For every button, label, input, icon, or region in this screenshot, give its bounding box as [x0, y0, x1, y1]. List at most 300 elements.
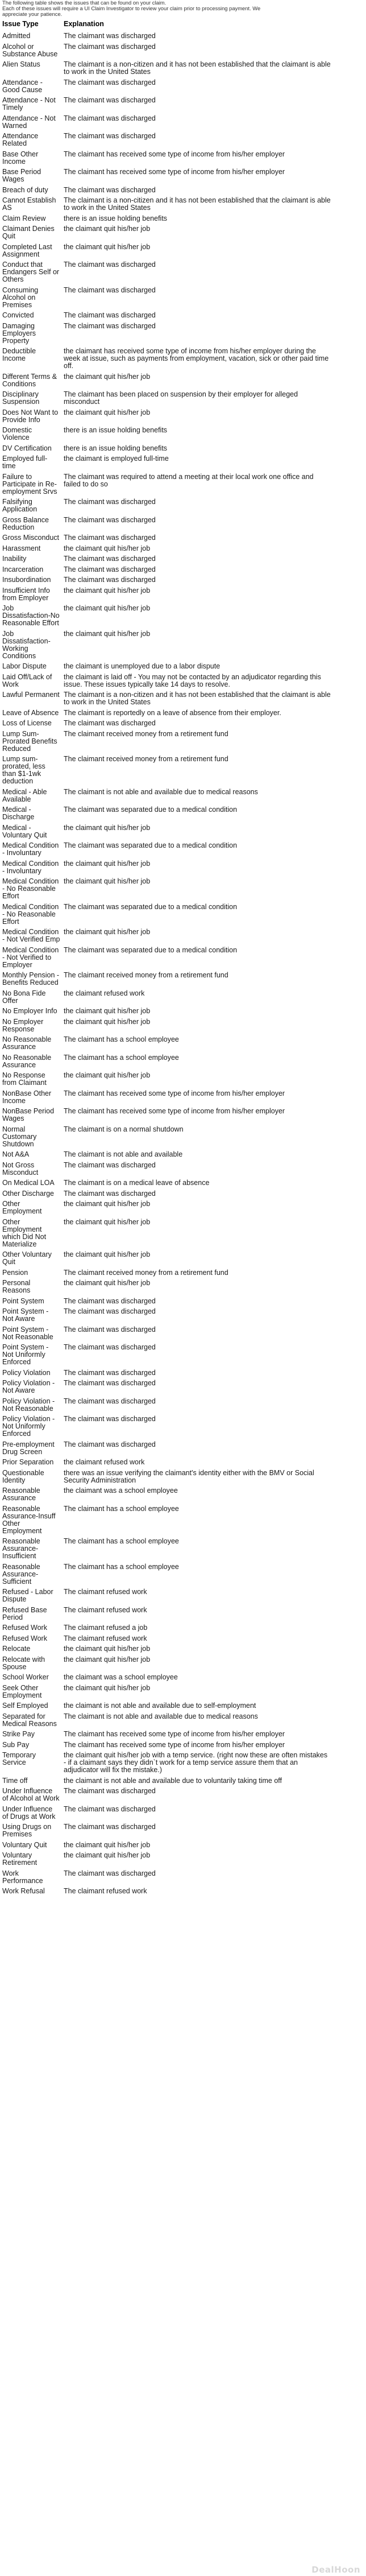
- explanation-cell: The claimant is a non-citizen and it has not been established that the claimant is able to work in the United States: [64, 196, 331, 212]
- table-row: [2, 1268, 364, 1279]
- issue-type-cell: Other Voluntary Quit: [2, 1250, 52, 1266]
- table-row: [2, 1740, 364, 1751]
- explanation-cell: the claimant quit his/her job: [64, 544, 151, 552]
- intro-line-3: appreciate your patience.: [2, 11, 63, 17]
- issue-type-cell: Policy Violation - Not Reasonable: [2, 1397, 55, 1413]
- explanation-cell: The claimant was required to attend a meeting at their local work one office and failed to do so: [64, 472, 314, 488]
- explanation-cell: the claimant is not able and available due to voluntarily taking time off: [64, 1776, 282, 1785]
- table-row: [2, 1150, 364, 1161]
- issue-type-cell: Policy Violation - Not Uniformly Enforced: [2, 1415, 55, 1438]
- table-row: [2, 1125, 364, 1150]
- explanation-cell: The claimant was separated due to a medical condition: [64, 806, 238, 814]
- issue-type-cell: No Reasonable Assurance: [2, 1053, 52, 1069]
- explanation-cell: The claimant has a school employee: [64, 1562, 179, 1571]
- issue-type-cell: Lump Sum-Prorated Benefits Reduced: [2, 729, 57, 753]
- table-row: [2, 1701, 364, 1712]
- issue-type-cell: Convicted: [2, 311, 34, 319]
- issue-type-cell: Gross Balance Reduction: [2, 515, 49, 531]
- table-row: [2, 1017, 364, 1035]
- table-row: [2, 859, 364, 877]
- issue-type-cell: Lawful Permanent: [2, 691, 60, 699]
- explanation-cell: The claimant has been placed on suspension by their employer for alleged misconduct: [64, 390, 298, 406]
- table-row: [2, 1378, 364, 1397]
- issue-type-cell: No Employer Response: [2, 1017, 44, 1033]
- issue-type-cell: Separated for Medical Reasons: [2, 1712, 57, 1728]
- issue-type-cell: Domestic Violence: [2, 426, 32, 441]
- table-row: [2, 1504, 364, 1537]
- table-row: [2, 1189, 364, 1200]
- table-row: [2, 96, 364, 114]
- explanation-cell: The claimant was discharged: [64, 1397, 156, 1405]
- issue-type-cell: Admitted: [2, 32, 31, 40]
- table-row: [2, 167, 364, 185]
- table-row: [2, 515, 364, 534]
- table-row: [2, 444, 364, 455]
- table-row: [2, 946, 364, 971]
- table-row: [2, 31, 364, 42]
- explanation-cell: the claimant quit his/her job: [64, 859, 151, 868]
- issue-type-cell: Medical - Able Available: [2, 787, 47, 803]
- issue-type-cell: Medical Condition - Involuntary: [2, 841, 59, 857]
- explanation-cell: the claimant has received some type of income from his/her employer during the week at issue, such as payments from employment, vacation, sick or other paid time off.: [64, 347, 329, 370]
- table-row: [2, 902, 364, 928]
- explanation-cell: The claimant is on a medical leave of absence: [64, 1179, 210, 1187]
- table-row: [2, 841, 364, 859]
- intro-text: [2, 0, 364, 17]
- table-row: [2, 131, 364, 150]
- issue-type-cell: Medical Condition - No Reasonable Effort: [2, 877, 59, 900]
- issue-type-cell: Other Employment which Did Not Materialize: [2, 1217, 47, 1248]
- table-row: [2, 971, 364, 989]
- issue-type-cell: Self Employed: [2, 1702, 48, 1710]
- issue-type-cell: Relocate: [2, 1645, 31, 1653]
- explanation-cell: The claimant was separated due to a medical condition: [64, 902, 238, 911]
- issue-type-cell: No Bona Fide Offer: [2, 989, 46, 1005]
- explanation-cell: The claimant was discharged: [64, 261, 156, 269]
- explanation-cell: the claimant quit his/her job: [64, 823, 151, 832]
- issue-type-cell: Questionable Identity: [2, 1468, 44, 1484]
- issue-type-cell: Lump sum-prorated, less than $1-1wk deduction: [2, 755, 45, 785]
- explanation-cell: the claimant quit his/her job: [64, 928, 151, 936]
- table-row: [2, 1537, 364, 1562]
- issue-type-cell: Seek Other Employment: [2, 1683, 42, 1699]
- explanation-cell: The claimant has received some type of income from his/her employer: [64, 1089, 285, 1097]
- issue-type-cell: Work Refusal: [2, 1887, 45, 1895]
- explanation-cell: the claimant quit his/her job: [64, 877, 151, 885]
- issue-type-cell: Normal Customary Shutdown: [2, 1125, 37, 1148]
- issue-type-cell: Medical Condition - Involuntary: [2, 859, 59, 875]
- table-row: [2, 426, 364, 444]
- table-row: [2, 708, 364, 719]
- table-row: [2, 1278, 364, 1297]
- explanation-cell: The claimant is not able and available: [64, 1150, 183, 1158]
- issue-type-cell: Medical Condition - No Reasonable Effort: [2, 902, 59, 926]
- table-row: [2, 719, 364, 729]
- table-row: [2, 672, 364, 691]
- table-row: [2, 1786, 364, 1805]
- issue-type-cell: Disciplinary Suspension: [2, 390, 40, 406]
- table-row: [2, 260, 364, 286]
- table-row: [2, 1458, 364, 1468]
- explanation-cell: The claimant was discharged: [64, 96, 156, 104]
- explanation-cell: the claimant quit his/her job: [64, 1017, 151, 1026]
- issue-type-cell: Gross Misconduct: [2, 534, 60, 542]
- explanation-cell: the claimant quit his/her job: [64, 1217, 151, 1226]
- explanation-cell: The claimant was discharged: [64, 1823, 156, 1831]
- issue-type-cell: Refused Work: [2, 1624, 47, 1632]
- table-row: [2, 1325, 364, 1343]
- explanation-cell: The claimant received money from a retirement fund: [64, 1268, 228, 1277]
- issue-type-cell: NonBase Period Wages: [2, 1107, 55, 1122]
- table-row: [2, 823, 364, 841]
- issue-type-cell: Not Gross Misconduct: [2, 1161, 39, 1176]
- explanation-cell: The claimant was discharged: [64, 286, 156, 294]
- table-row: [2, 346, 364, 372]
- explanation-cell: The claimant was discharged: [64, 311, 156, 319]
- explanation-cell: the claimant quit his/her job: [64, 1200, 151, 1208]
- table-row: [2, 286, 364, 311]
- explanation-cell: the claimant quit his/her job: [64, 1655, 151, 1663]
- table-row: [2, 729, 364, 755]
- explanation-cell: The claimant was discharged: [64, 185, 156, 194]
- explanation-cell: The claimant was discharged: [64, 114, 156, 122]
- issue-type-cell: Strike Pay: [2, 1730, 35, 1738]
- explanation-cell: there is an issue holding benefits: [64, 214, 168, 222]
- issue-type-cell: Medical - Voluntary Quit: [2, 823, 47, 839]
- table-row: [2, 214, 364, 225]
- issue-type-cell: Prior Separation: [2, 1458, 54, 1466]
- issue-type-cell: Using Drugs on Premises: [2, 1823, 52, 1838]
- issue-type-cell: Voluntary Retirement: [2, 1851, 38, 1867]
- issue-type-cell: Not A&A: [2, 1150, 30, 1158]
- table-row: [2, 1250, 364, 1268]
- explanation-cell: The claimant is reportedly on a leave of absence from their employer.: [64, 708, 281, 717]
- table-row: [2, 877, 364, 902]
- table-row: [2, 554, 364, 565]
- issue-type-cell: Harassment: [2, 544, 41, 552]
- explanation-cell: The claimant is not able and available due to medical reasons: [64, 787, 258, 796]
- issue-type-cell: Under Influence of Drugs at Work: [2, 1805, 56, 1820]
- table-row: [2, 497, 364, 515]
- table-row: [2, 754, 364, 787]
- issue-type-cell: Refused Work: [2, 1634, 47, 1642]
- issue-type-cell: Voluntary Quit: [2, 1840, 47, 1849]
- issue-type-cell: Sub Pay: [2, 1740, 30, 1749]
- table-row: [2, 1006, 364, 1017]
- table-row: [2, 1886, 364, 1897]
- issue-type-cell: Refused - Labor Dispute: [2, 1588, 53, 1603]
- issue-type-cell: Job Dissatisfaction-No Reasonable Effort: [2, 604, 60, 627]
- issue-type-cell: Reasonable Assurance-Sufficient: [2, 1562, 40, 1586]
- issue-type-cell: Inability: [2, 555, 27, 563]
- issue-type-cell: Alien Status: [2, 60, 40, 68]
- explanation-cell: the claimant quit his/her job with a temp service. (right now these are often mistakes - if a claimant says they didn`t work for a temp service assure them that an adjudicator will fix the mistake.): [64, 1751, 328, 1774]
- watermark-logo: DealHoon: [311, 2565, 360, 2575]
- table-row: [2, 224, 364, 242]
- issue-type-cell: Pension: [2, 1268, 28, 1277]
- table-row: [2, 1178, 364, 1189]
- explanation-cell: the claimant is not able and available due to self-employment: [64, 1702, 256, 1710]
- table-row: [2, 629, 364, 662]
- explanation-cell: The claimant was separated due to a medical condition: [64, 841, 238, 849]
- explanation-cell: The claimant has a school employee: [64, 1504, 179, 1513]
- issue-type-cell: Base Other Income: [2, 150, 39, 166]
- explanation-cell: The claimant refused work: [64, 1634, 147, 1642]
- table-row: [2, 1751, 364, 1776]
- issue-type-cell: Conduct that Endangers Self or Others: [2, 261, 60, 283]
- explanation-cell: The claimant was discharged: [64, 1805, 156, 1813]
- table-row: [2, 242, 364, 261]
- explanation-cell: the claimant quit his/her job: [64, 1840, 151, 1849]
- issue-type-cell: Cannot Establish AS: [2, 196, 56, 212]
- table-row: [2, 1468, 364, 1487]
- explanation-cell: The claimant was discharged: [64, 515, 156, 524]
- issue-type-cell: No Response from Claimant: [2, 1071, 47, 1087]
- issue-type-cell: Claimant Denies Quit: [2, 225, 55, 240]
- issue-type-cell: Other Employment: [2, 1200, 42, 1215]
- explanation-cell: the claimant quit his/her job: [64, 1279, 151, 1287]
- table-row: [2, 1486, 364, 1504]
- table-row: [2, 1655, 364, 1673]
- explanation-cell: The claimant was discharged: [64, 565, 156, 573]
- issue-type-cell: Job Dissatisfaction-Working Conditions: [2, 629, 51, 660]
- issue-type-cell: Reasonable Assurance-Insuff Other Employment: [2, 1504, 56, 1535]
- explanation-cell: The claimant has received some type of income from his/her employer: [64, 168, 285, 176]
- explanation-cell: The claimant was discharged: [64, 1379, 156, 1387]
- table-row: [2, 321, 364, 347]
- table-row: [2, 1729, 364, 1740]
- table-row: [2, 533, 364, 544]
- table-row: [2, 1414, 364, 1440]
- table-row: [2, 1307, 364, 1325]
- explanation-cell: The claimant was discharged: [64, 1787, 156, 1795]
- table-row: [2, 472, 364, 498]
- explanation-cell: there was an issue verifying the claimant's identity either with the BMV or Social Security Administration: [64, 1468, 314, 1484]
- issue-type-cell: Does Not Want to Provide Info: [2, 408, 59, 424]
- table-row: [2, 311, 364, 321]
- table-row: [2, 1368, 364, 1379]
- explanation-cell: the claimant quit his/her job: [64, 372, 151, 381]
- explanation-cell: the claimant refused work: [64, 989, 145, 997]
- table-row: [2, 1217, 364, 1250]
- explanation-cell: The claimant refused work: [64, 1588, 147, 1596]
- explanation-cell: The claimant was discharged: [64, 534, 156, 542]
- table-row: [2, 586, 364, 604]
- issue-type-cell: Consuming Alcohol on Premises: [2, 286, 39, 309]
- explanation-cell: The claimant is a non-citizen and it has not been established that the claimant is able to work in the United States: [64, 691, 331, 706]
- table-row: [2, 114, 364, 132]
- issue-type-cell: Loss of License: [2, 719, 52, 727]
- explanation-cell: The claimant refused a job: [64, 1624, 148, 1632]
- issue-type-cell: Attendance - Not Timely: [2, 96, 56, 112]
- table-row: [2, 690, 364, 708]
- issue-type-cell: Insufficient Info from Employer: [2, 586, 50, 602]
- issue-type-cell: Claim Review: [2, 214, 46, 222]
- explanation-cell: the claimant quit his/her job: [64, 1645, 151, 1653]
- explanation-cell: the claimant is employed full-time: [64, 455, 169, 463]
- issue-type-cell: Temporary Service: [2, 1751, 36, 1766]
- issue-type-cell: Policy Violation - Not Aware: [2, 1379, 55, 1394]
- table-row: [2, 454, 364, 472]
- explanation-cell: the claimant quit his/her job: [64, 1851, 151, 1859]
- issue-type-cell: Base Period Wages: [2, 168, 41, 183]
- issue-type-cell: Work Performance: [2, 1869, 43, 1885]
- explanation-cell: The claimant was discharged: [64, 1415, 156, 1423]
- explanation-cell: The claimant was discharged: [64, 719, 156, 727]
- table-row: [2, 787, 364, 806]
- table-row: [2, 78, 364, 96]
- explanation-cell: the claimant refused work: [64, 1458, 145, 1466]
- table-row: [2, 1161, 364, 1179]
- issue-type-cell: On Medical LOA: [2, 1179, 55, 1187]
- table-row: [2, 805, 364, 823]
- issue-type-cell: No Employer Info: [2, 1007, 57, 1015]
- issue-type-cell: Monthly Pension - Benefits Reduced: [2, 971, 60, 986]
- table-row: [2, 42, 364, 60]
- issue-type-cell: Point System - Not Aware: [2, 1307, 49, 1323]
- issues-table-body: [2, 31, 364, 1897]
- table-row: [2, 662, 364, 672]
- explanation-cell: The claimant was discharged: [64, 576, 156, 584]
- table-row: [2, 408, 364, 426]
- table-row: [2, 1805, 364, 1823]
- issue-type-cell: Attendance - Not Warned: [2, 114, 56, 130]
- issue-type-cell: Under Influence of Alcohol at Work: [2, 1787, 60, 1802]
- table-row: [2, 1587, 364, 1605]
- table-row: [2, 196, 364, 214]
- table-row: [2, 1851, 364, 1869]
- issues-table-header: [2, 18, 364, 31]
- explanation-cell: The claimant was discharged: [64, 1325, 156, 1334]
- issue-type-cell: Attendance Related: [2, 132, 39, 147]
- explanation-cell: the claimant quit his/her job: [64, 629, 151, 638]
- issue-type-cell: Employed full-time: [2, 455, 48, 470]
- explanation-cell: The claimant has a school employee: [64, 1053, 179, 1062]
- explanation-cell: the claimant was a school employee: [64, 1673, 178, 1681]
- explanation-cell: The claimant was separated due to a medical condition: [64, 946, 238, 954]
- issue-type-cell: Refused Base Period: [2, 1605, 47, 1621]
- explanation-cell: The claimant was discharged: [64, 1189, 156, 1198]
- issues-table: [2, 18, 364, 1897]
- issue-type-cell: Alcohol or Substance Abuse: [2, 42, 58, 58]
- table-row: [2, 1440, 364, 1458]
- issue-type-cell: Point System - Not Uniformly Enforced: [2, 1343, 49, 1366]
- explanation-cell: the claimant quit his/her job: [64, 1007, 151, 1015]
- explanation-cell: The claimant refused work: [64, 1605, 147, 1614]
- table-row: [2, 1623, 364, 1634]
- issue-type-cell: Reasonable Assurance-Insufficient: [2, 1537, 40, 1560]
- table-row: [2, 1634, 364, 1645]
- explanation-cell: The claimant was discharged: [64, 32, 156, 40]
- issue-type-cell: Insubordination: [2, 576, 51, 584]
- table-row: [2, 1840, 364, 1851]
- explanation-cell: The claimant has received some type of income from his/her employer: [64, 150, 285, 158]
- table-row: [2, 1869, 364, 1887]
- explanation-cell: The claimant is on a normal shutdown: [64, 1125, 184, 1133]
- table-row: [2, 150, 364, 168]
- issue-type-cell: Personal Reasons: [2, 1279, 31, 1294]
- table-row: [2, 1053, 364, 1071]
- explanation-cell: The claimant was discharged: [64, 78, 156, 86]
- issue-type-cell: Attendance - Good Cause: [2, 78, 43, 94]
- table-row: [2, 1089, 364, 1107]
- explanation-cell: The claimant was discharged: [64, 1307, 156, 1315]
- issue-type-cell: Relocate with Spouse: [2, 1655, 45, 1671]
- explanation-cell: the claimant quit his/her job: [64, 604, 151, 612]
- table-row: [2, 1822, 364, 1840]
- explanation-cell: The claimant was discharged: [64, 321, 156, 330]
- explanation-cell: The claimant was discharged: [64, 555, 156, 563]
- issue-type-cell: Medical Condition - Not Verified Emp: [2, 928, 60, 943]
- explanation-cell: The claimant has received some type of income from his/her employer: [64, 1740, 285, 1749]
- issue-type-cell: Time off: [2, 1776, 28, 1785]
- table-row: [2, 604, 364, 629]
- issue-type-cell: Leave of Absence: [2, 708, 59, 717]
- table-row: [2, 575, 364, 586]
- issue-type-cell: Point System - Not Reasonable: [2, 1325, 53, 1341]
- table-row: [2, 1071, 364, 1089]
- table-row: [2, 1107, 364, 1125]
- issue-type-cell: Breach of duty: [2, 185, 48, 194]
- issue-type-cell: Point System: [2, 1297, 44, 1305]
- issue-type-cell: Incarceration: [2, 565, 44, 573]
- explanation-cell: The claimant was discharged: [64, 132, 156, 140]
- explanation-cell: The claimant was discharged: [64, 1869, 156, 1877]
- explanation-cell: The claimant was discharged: [64, 1440, 156, 1448]
- header-issue-type: Issue Type: [2, 20, 39, 28]
- explanation-cell: the claimant quit his/her job: [64, 586, 151, 595]
- explanation-cell: the claimant quit his/her job: [64, 408, 151, 416]
- explanation-cell: The claimant has a school employee: [64, 1537, 179, 1545]
- issue-type-cell: Medical - Discharge: [2, 806, 35, 821]
- explanation-cell: The claimant has a school employee: [64, 1035, 179, 1043]
- header-explanation: Explanation: [64, 20, 104, 28]
- explanation-cell: The claimant was discharged: [64, 42, 156, 51]
- table-row: [2, 927, 364, 946]
- table-row: [2, 185, 364, 196]
- table-row: [2, 1035, 364, 1053]
- table-row: [2, 1605, 364, 1624]
- explanation-cell: the claimant quit his/her job: [64, 1071, 151, 1079]
- table-row: [2, 1297, 364, 1307]
- issue-type-cell: NonBase Other Income: [2, 1089, 52, 1105]
- table-row: [2, 390, 364, 408]
- table-row: [2, 372, 364, 390]
- issue-type-cell: No Reasonable Assurance: [2, 1035, 52, 1051]
- explanation-cell: the claimant was a school employee: [64, 1487, 178, 1495]
- explanation-cell: The claimant received money from a retirement fund: [64, 971, 228, 979]
- explanation-cell: The claimant was discharged: [64, 1161, 156, 1169]
- explanation-cell: The claimant received money from a retirement fund: [64, 755, 228, 763]
- explanation-cell: The claimant was discharged: [64, 498, 156, 506]
- table-row: [2, 544, 364, 555]
- explanation-cell: The claimant has received some type of income from his/her employer: [64, 1730, 285, 1738]
- issue-type-cell: Labor Dispute: [2, 662, 47, 670]
- issue-type-cell: Pre-employment Drug Screen: [2, 1440, 55, 1456]
- issue-type-cell: Laid Off/Lack of Work: [2, 672, 52, 688]
- table-row: [2, 1562, 364, 1588]
- table-row: [2, 1673, 364, 1683]
- issue-type-cell: DV Certification: [2, 444, 52, 452]
- explanation-cell: there is an issue holding benefits: [64, 426, 168, 434]
- table-row: [2, 1683, 364, 1702]
- explanation-cell: The claimant has received some type of income from his/her employer: [64, 1107, 285, 1115]
- table-row: [2, 565, 364, 576]
- issue-type-cell: Falsifying Application: [2, 498, 38, 513]
- explanation-cell: the claimant quit his/her job: [64, 1250, 151, 1258]
- issue-type-cell: Failure to Participate in Re-employment Srvs: [2, 472, 57, 496]
- issue-type-cell: Completed Last Assignment: [2, 242, 52, 258]
